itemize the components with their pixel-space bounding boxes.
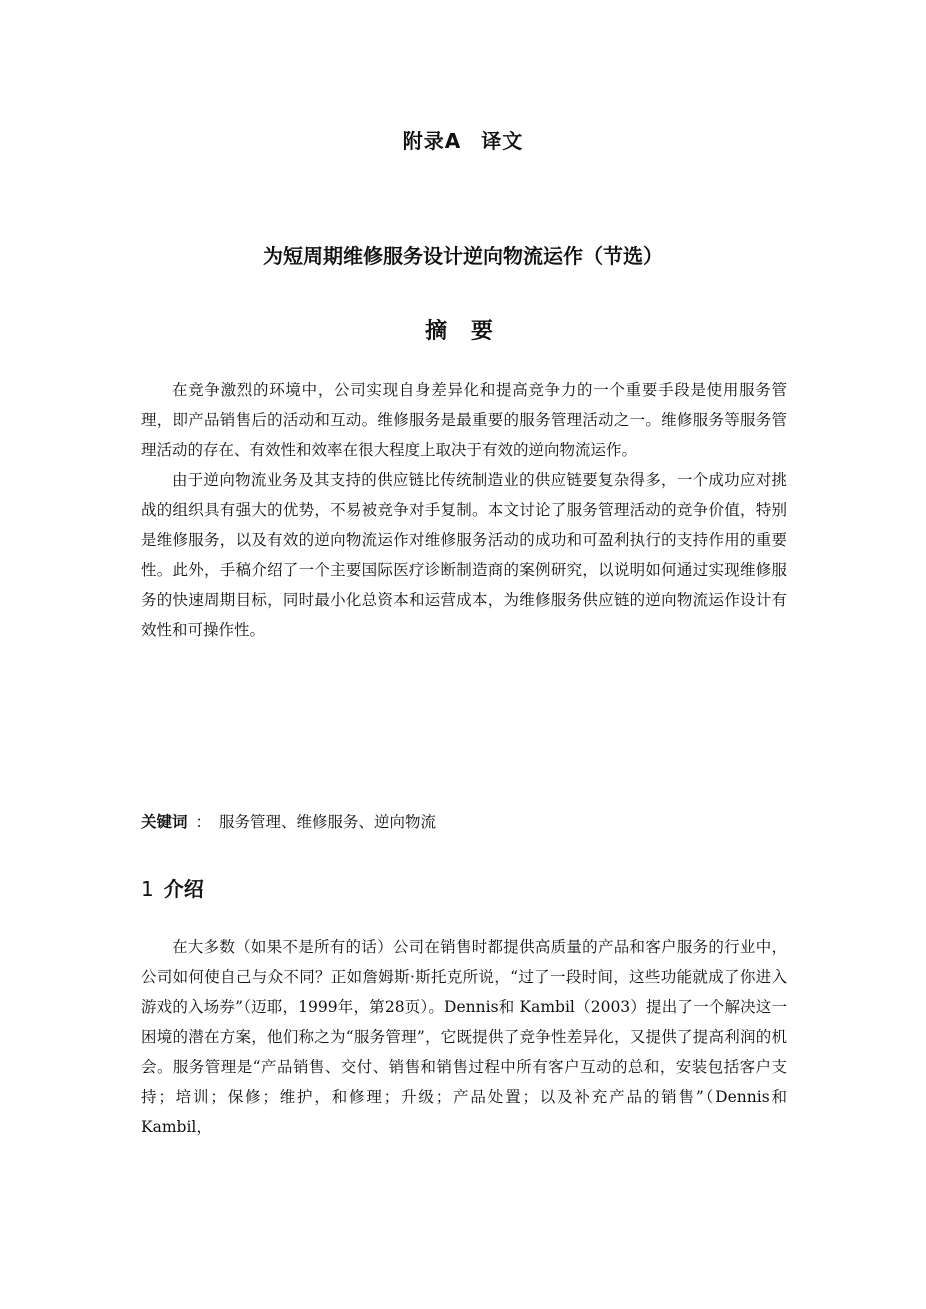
- appendix-title: [0, 126, 926, 156]
- keywords-line: [141, 807, 787, 837]
- intro-body: [141, 932, 787, 1142]
- abstract-paragraph-2: 由于逆向物流业务及其支持的供应链比传统制造业的供应链要复杂得多，一个成功应对挑战的组织具有强大的优势，不易被竞争对手复制。本文讨论了服务管理活动的竞争价值，特别是维修服务，以及有效的逆向物流运作对维修服务活动的成功和可盈利执行的支持作用的重要性。此外，手稿介绍了一个主要国际医疗诊断制造商的案例研究，以说明如何通过实现维修服务的快速周期目标，同时最小化总资本和运营成本，为维修服务供应链的逆向物流运作设计有效性和可操作性。: [141, 471, 787, 639]
- section-number: 1: [141, 877, 154, 901]
- section-title: 介绍: [163, 877, 204, 901]
- paper-title: 为短周期维修服务设计逆向物流运作（节选）: [263, 244, 663, 268]
- abstract-body: [141, 375, 787, 645]
- appendix-subtitle: 译文: [481, 129, 524, 153]
- section-heading-intro: [141, 874, 204, 904]
- keywords-label: 关键词: [141, 813, 188, 831]
- intro-paragraph: 在大多数（如果不是所有的话）公司在销售时都提供高质量的产品和客户服务的行业中，公司如何使自己与众不同？正如詹姆斯·斯托克所说，“过了一段时间，这些功能就成了你进入游戏的入场券”（迈耶，1999年，第28页）。Dennis和 Kambil（2003）提出了一个解决这一困境的潜在方案，他们称之为“服务管理”，它既提供了竞争性差异化，又提供了提高利润的机会。服务管理是“产品销售、交付、销售和销售过程中所有客户互动的总和，安装包括客户支持；培训；保修；维护，和修理；升级；产品处置；以及补充产品的销售”（Dennis和Kambil，: [141, 938, 787, 1136]
- keywords-separator: ：: [195, 813, 212, 831]
- abstract-heading: 摘 要: [425, 319, 501, 344]
- abstract-paragraph-1: 在竞争激烈的环境中，公司实现自身差异化和提高竞争力的一个重要手段是使用服务管理，即产品销售后的活动和互动。维修服务是最重要的服务管理活动之一。维修服务等服务管理活动的存在、有效性和效率在很大程度上取决于有效的逆向物流运作。: [141, 381, 787, 459]
- appendix-label: 附录A: [402, 129, 462, 153]
- keywords-value: 服务管理、维修服务、逆向物流: [219, 813, 437, 831]
